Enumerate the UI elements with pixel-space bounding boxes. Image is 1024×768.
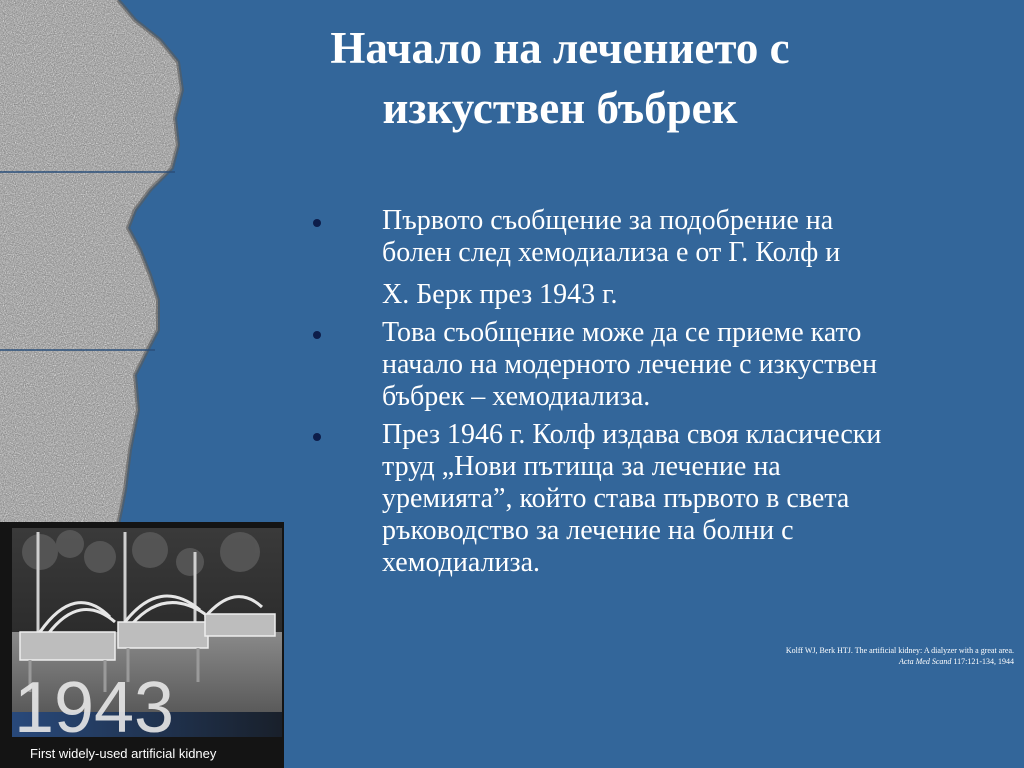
bullet-text-line: Първото съобщение за подобрение на bbox=[382, 205, 834, 236]
granite-stone-decoration bbox=[0, 0, 230, 560]
bullet-text-line: ръководство за лечение на болни с bbox=[382, 515, 794, 546]
bullet-item bbox=[310, 317, 1010, 413]
bullet-text-line: През 1946 г. Колф издава своя класически bbox=[382, 419, 882, 450]
bullet-dot-icon bbox=[313, 331, 321, 339]
photo-caption: First widely-used artificial kidney bbox=[30, 746, 217, 761]
citation-source bbox=[614, 656, 1014, 667]
bullet-text-line: хемодиализа. bbox=[382, 547, 540, 578]
slide-title bbox=[230, 18, 890, 138]
bullet-item bbox=[310, 205, 1010, 311]
bullet-item bbox=[310, 419, 1010, 579]
title-line-2: изкуствен бъбрек bbox=[382, 83, 738, 133]
bullet-text-line: начало на модерното лечение с изкуствен bbox=[382, 349, 877, 380]
photo-year: 1943 bbox=[14, 668, 174, 748]
artificial-kidney-photo bbox=[0, 522, 284, 768]
title-line-1: Начало на лечението с bbox=[330, 23, 790, 73]
bullet-dot-icon bbox=[313, 219, 321, 227]
bullet-dot-icon bbox=[313, 433, 321, 441]
bullet-text-line: бъбрек – хемодиализа. bbox=[382, 381, 651, 412]
bullet-text-line: болен след хемодиализа е от Г. Колф и bbox=[382, 237, 841, 268]
bullet-text-line: Х. Берк през 1943 г. bbox=[382, 279, 618, 310]
citation-details: 117:121-134, 1944 bbox=[951, 657, 1014, 666]
bullet-list bbox=[310, 205, 1010, 585]
citation-authors: Kolff WJ, Berk HTJ. The artificial kidney: A dialyzer with a great area. bbox=[785, 646, 1014, 655]
citation bbox=[614, 645, 1014, 667]
bullet-text-line: уремията”, който става първото в света bbox=[382, 483, 850, 514]
bullet-text-line: Това съобщение може да се приеме като bbox=[382, 317, 862, 348]
bullet-text-line: труд „Нови пътища за лечение на bbox=[382, 451, 781, 482]
citation-journal: Acta Med Scand bbox=[898, 657, 952, 666]
